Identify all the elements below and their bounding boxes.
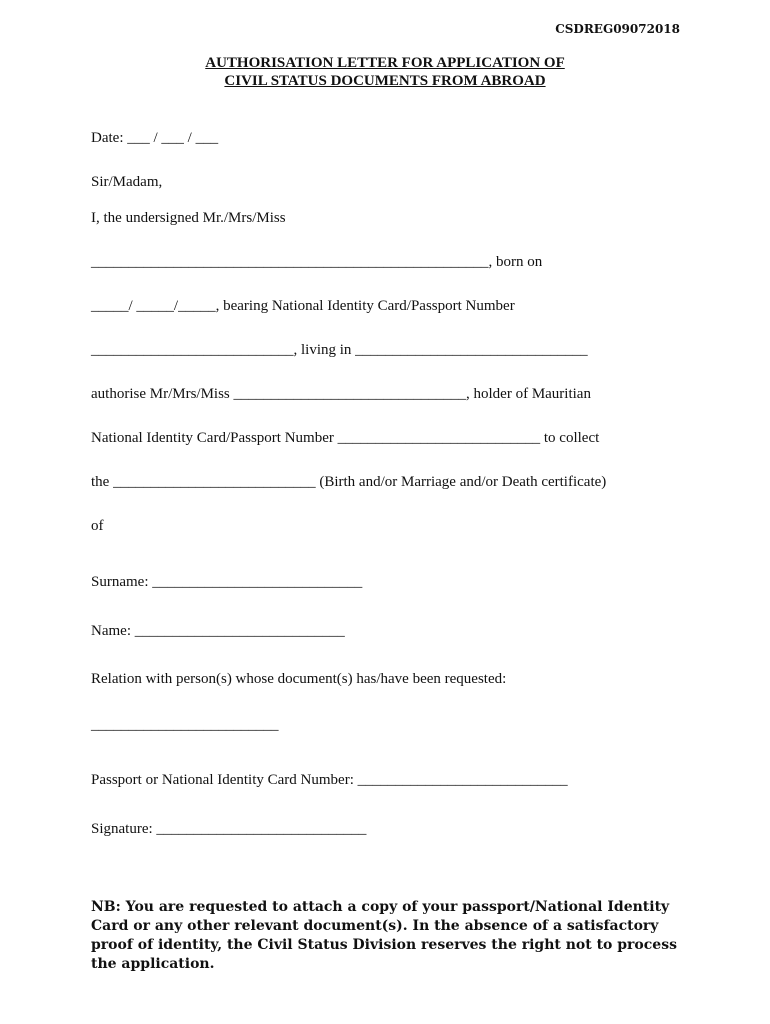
id-and-address-field[interactable]: ___________________________, living in _______________________________ [91,342,588,358]
signature-field[interactable]: Signature: ____________________________ [91,821,367,837]
authorised-id-number-field[interactable]: National Identity Card/Passport Number ___________________________ to collect [91,430,600,446]
date-field[interactable]: Date: ___ / ___ / ___ [91,130,219,146]
name-field[interactable]: Name: ____________________________ [91,623,345,639]
date-of-birth-field[interactable]: _____/ _____/_____, bearing National Identity Card/Passport Number [91,298,515,314]
nb-note: NB: You are requested to attach a copy of your passport/National Identity Card or any other relevant document(s). In the absence of a satisfactory proof of identity, the Civil Status Division reserves the right not to process the application. [91,899,677,972]
certificate-type-field[interactable]: the ___________________________ (Birth and/or Marriage and/or Death certificate) [91,474,607,490]
document-reference-code: CSDREG09072018 [555,22,680,36]
relation-label: Relation with person(s) whose document(s) has/have been requested: [91,671,507,687]
relation-field[interactable]: _________________________ [91,717,279,733]
title-line-1: AUTHORISATION LETTER FOR APPLICATION OF [205,55,565,71]
intro-text: I, the undersigned Mr./Mrs/Miss [91,210,286,226]
authorised-person-field[interactable]: authorise Mr/Mrs/Miss _______________________________, holder of Mauritian [91,386,591,402]
applicant-name-field[interactable]: _____________________________________________________, born on [91,254,543,270]
of-label: of [91,518,104,534]
document-title [0,54,770,90]
passport-number-field[interactable]: Passport or National Identity Card Number: ____________________________ [91,772,568,788]
surname-field[interactable]: Surname: ____________________________ [91,574,363,590]
salutation: Sir/Madam, [91,174,163,190]
title-line-2: CIVIL STATUS DOCUMENTS FROM ABROAD [224,73,546,89]
